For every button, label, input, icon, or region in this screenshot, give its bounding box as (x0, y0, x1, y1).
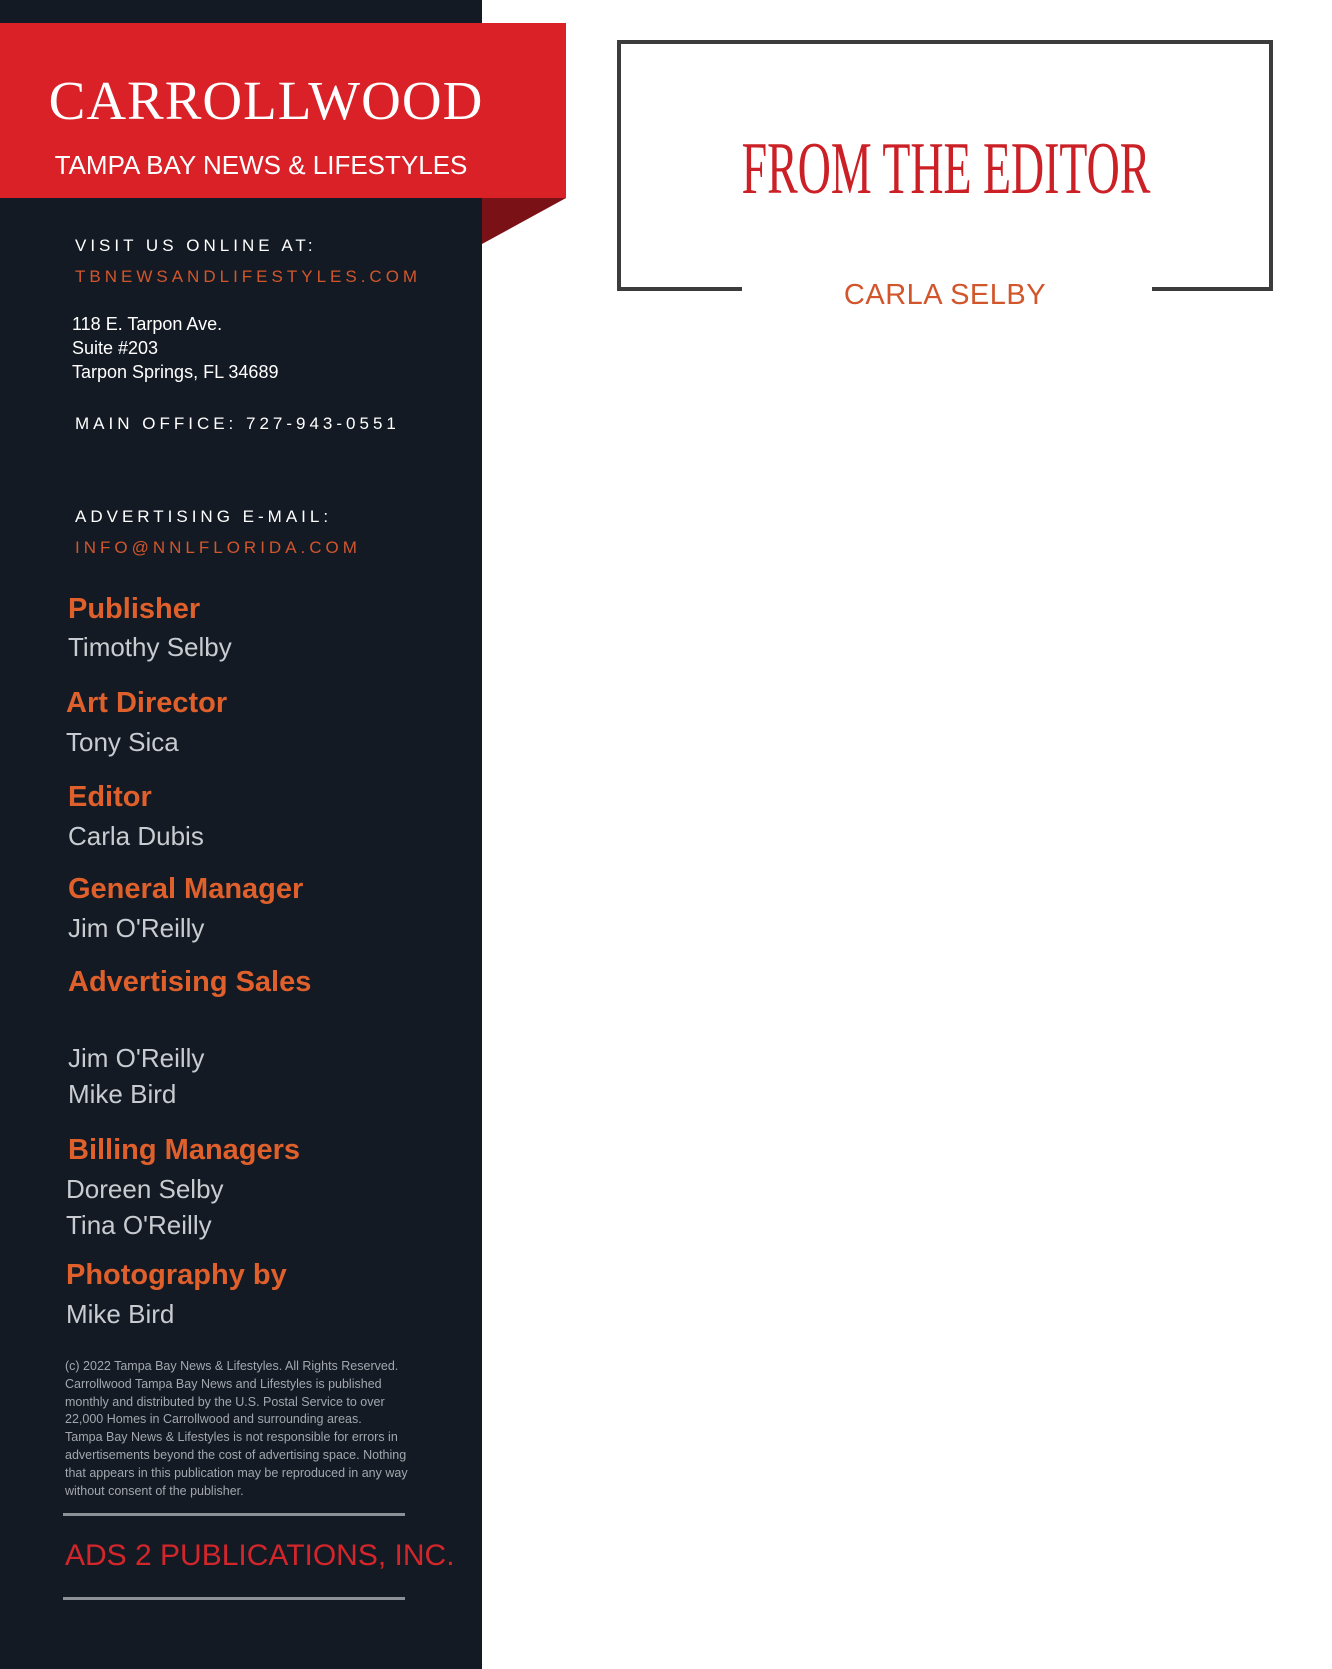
legal-line: without consent of the publisher. (65, 1483, 244, 1498)
publisher-company: ADS 2 PUBLICATIONS, INC. (65, 1539, 455, 1572)
main-office-phone: MAIN OFFICE: 727-943-0551 (75, 414, 400, 433)
divider-top (63, 1513, 405, 1516)
staff-person: Tina O'Reilly (66, 1210, 212, 1240)
legal-line: Carrollwood Tampa Bay News and Lifestyles is published (65, 1376, 382, 1391)
address-line: Tarpon Springs, FL 34689 (72, 362, 279, 382)
staff-person: Tony Sica (66, 727, 179, 757)
legal-line: advertisements beyond the cost of advertising space. Nothing (65, 1447, 407, 1462)
staff-role-editor: Editor (68, 781, 152, 813)
staff-person: Mike Bird (68, 1079, 177, 1109)
editor-author: CARLA SELBY (843, 279, 1047, 311)
staff-role-advertising-sales: Advertising Sales (68, 966, 312, 998)
staff-role-photography: Photography by (66, 1259, 287, 1291)
staff-person: Jim O'Reilly (68, 913, 205, 943)
banner-fold-shadow (482, 198, 566, 244)
staff-role-art-director: Art Director (66, 687, 228, 719)
staff-person: Carla Dubis (68, 821, 204, 851)
legal-line: Tampa Bay News & Lifestyles is not responsible for errors in (65, 1430, 398, 1445)
masthead-title: CARROLLWOOD (48, 70, 484, 131)
staff-person: Timothy Selby (68, 632, 232, 662)
masthead-subtitle: TAMPA BAY NEWS & LIFESTYLES (54, 150, 468, 180)
address-line: 118 E. Tarpon Ave. (72, 314, 223, 334)
staff-person: Doreen Selby (66, 1174, 224, 1204)
staff-person: Jim O'Reilly (68, 1043, 205, 1073)
address-block (72, 312, 278, 384)
legal-line: (c) 2022 Tampa Bay News & Lifestyles. All Rights Reserved. (65, 1359, 399, 1373)
visit-online-label: VISIT US ONLINE AT: (75, 236, 317, 255)
sidebar (0, 0, 482, 1669)
legal-line: monthly and distributed by the U.S. Postal Service to over (65, 1394, 385, 1409)
advertising-email-link[interactable]: INFO@NNLFLORIDA.COM (75, 538, 361, 557)
divider-bottom (63, 1597, 405, 1600)
advertising-email-label: ADVERTISING E-MAIL: (75, 507, 333, 526)
legal-line: 22,000 Homes in Carrollwood and surrounding areas. (65, 1412, 362, 1427)
website-link[interactable]: TBNEWSANDLIFESTYLES.COM (75, 267, 422, 286)
masthead-banner (0, 23, 566, 198)
address-line: Suite #203 (72, 338, 159, 358)
staff-role-general-manager: General Manager (68, 873, 304, 905)
staff-role-publisher: Publisher (68, 593, 201, 625)
legal-notice (65, 1358, 420, 1500)
staff-person: Mike Bird (66, 1299, 175, 1329)
legal-line: that appears in this publication may be reproduced in any way (65, 1465, 408, 1480)
staff-role-billing-managers: Billing Managers (68, 1134, 301, 1166)
editor-heading: FROM THE EDITOR (741, 128, 1151, 210)
